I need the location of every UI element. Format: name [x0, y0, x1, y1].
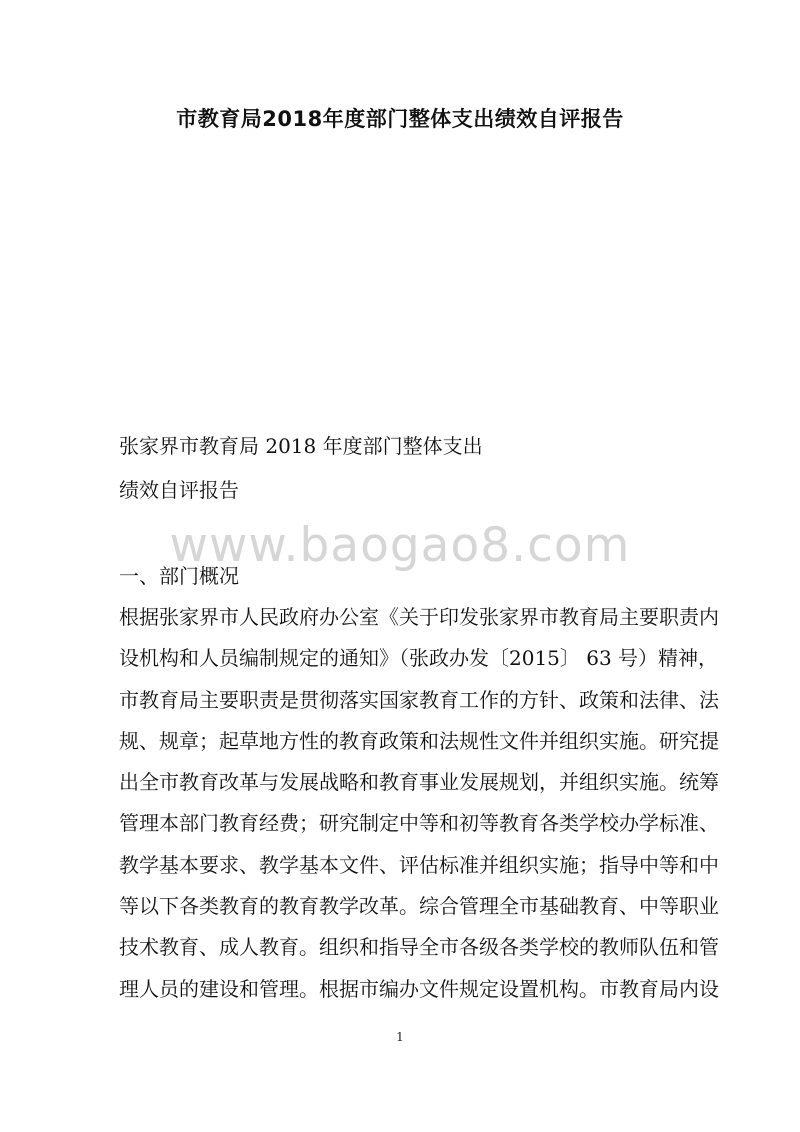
- body-line: 等以下各类教育的教育教学改革。综合管理全市基础教育、中等职业: [119, 894, 719, 918]
- body-line: 管理本部门教育经费；研究制定中等和初等教育各类学校办学标准、: [119, 811, 719, 835]
- body-line: 出全市教育改革与发展战略和教育事业发展规划，并组织实施。统筹: [119, 770, 719, 794]
- body-line: 技术教育、成人教育。组织和指导全市各级各类学校的教师队伍和管: [119, 935, 719, 959]
- body-line: 教学基本要求、教学基本文件、评估标准并组织实施；指导中等和中: [119, 853, 719, 877]
- body-line: 根据张家界市人民政府办公室《关于印发张家界市教育局主要职责内: [119, 605, 719, 629]
- page-title: 市教育局2018年度部门整体支出绩效自评报告: [176, 107, 624, 131]
- subtitle-line-1: 张家界市教育局 2018 年度部门整体支出: [119, 434, 483, 458]
- body-line: 市教育局主要职责是贯彻落实国家教育工作的方针、政策和法律、法: [119, 688, 719, 712]
- body-line: 设机构和人员编制规定的通知》（张政办发〔2015〕 63 号）精神，: [119, 646, 719, 670]
- body-line: 规、规章；起草地方性的教育政策和法规性文件并组织实施。研究提: [119, 729, 719, 753]
- watermark-text: www.baogao8.com: [169, 518, 631, 573]
- subtitle-line-2: 绩效自评报告: [119, 478, 239, 502]
- page-number: 1: [396, 1030, 404, 1044]
- body-line: 理人员的建设和管理。根据市编办文件规定设置机构。市教育局内设: [119, 977, 719, 1001]
- section-heading: 一、部门概况: [119, 564, 239, 588]
